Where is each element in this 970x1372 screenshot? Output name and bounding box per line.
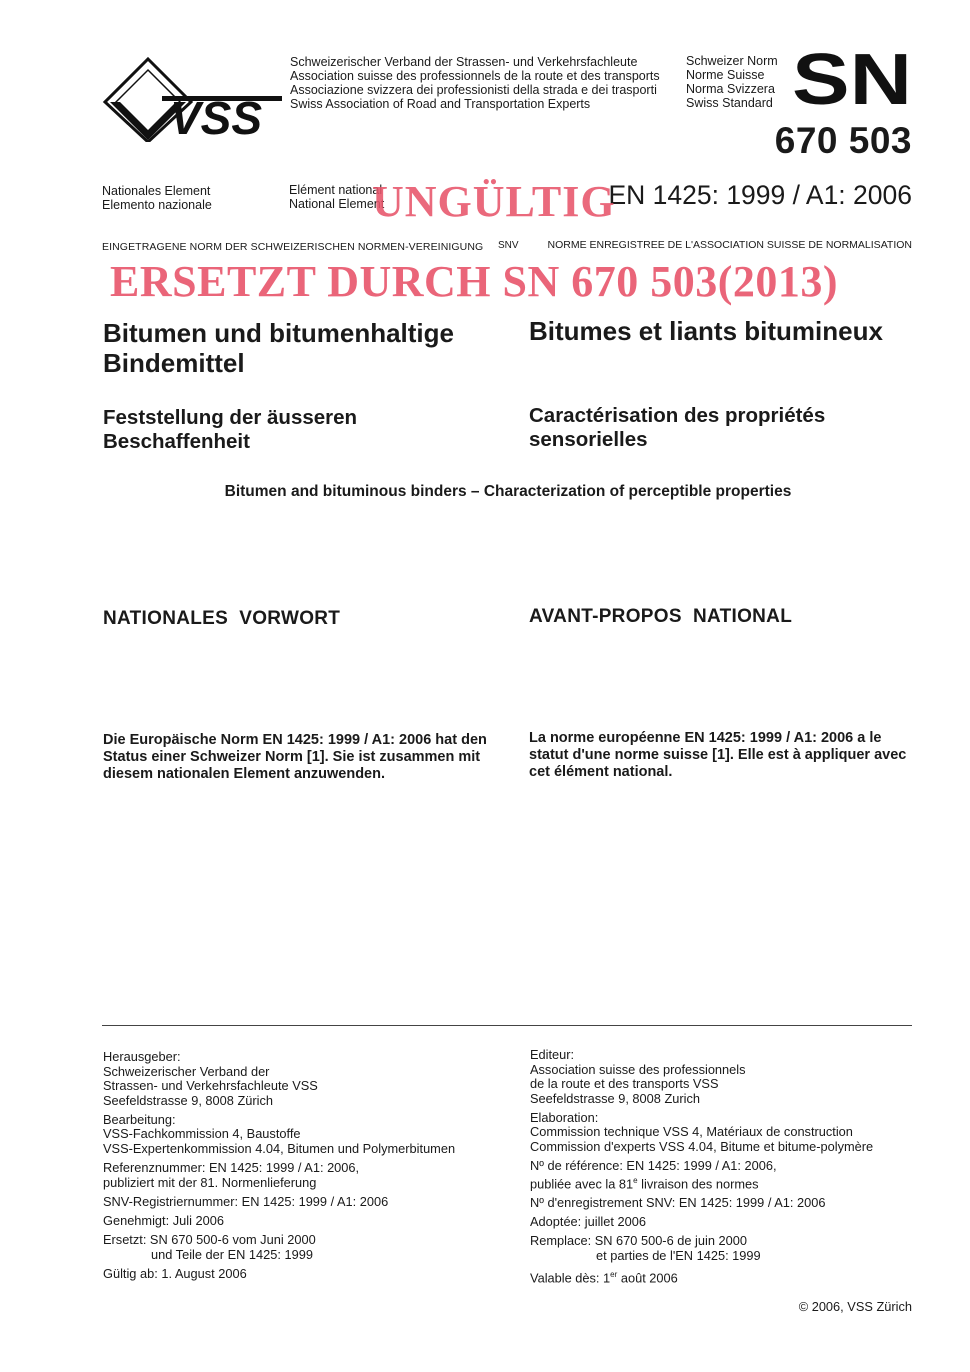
document-number: 670 503 [774, 120, 912, 161]
vss-logo-graphic [102, 56, 284, 142]
standard-languages [686, 54, 778, 110]
element-national-label: Elément national [289, 183, 383, 197]
approved-de: Genehmigt: Juli 2006 [103, 1212, 224, 1228]
editing-label-fr: Elaboration: [530, 1109, 599, 1125]
reference-delivery-text: livraison des normes [637, 1176, 759, 1192]
reference-block-de [103, 1161, 508, 1190]
publisher-block-de [103, 1050, 508, 1108]
imprint-fr [530, 1048, 920, 1290]
subtitle-de: Feststellung der äusseren Beschaffenheit [103, 406, 358, 453]
reference-number-de: Referenznummer: EN 1425: 1999 / A1: 2006, [103, 1160, 360, 1176]
registration-snv: SNV [498, 240, 519, 251]
assoc-de: Schweizerischer Verband der Strassen- und Verkehrsfachleute [290, 55, 638, 69]
vss-logo-text: VSS [170, 92, 263, 142]
sn-logo-graphic [794, 50, 912, 108]
replaced-stamp: ERSETZT DURCH SN 670 503(2013) [110, 257, 839, 306]
national-element-fr [289, 183, 384, 211]
ordinal-superscript: er [610, 1269, 618, 1279]
replaces-de: Ersetzt: SN 670 500-6 vom Juni 2000 [103, 1232, 316, 1248]
snv-number-fr: Nº d'enregistrement SNV: EN 1425: 1999 / A1: 2006 [530, 1195, 826, 1211]
editing-line: VSS-Expertenkommission 4.04, Bitumen und Polymerbitumen [103, 1141, 456, 1157]
editing-block-de [103, 1113, 508, 1157]
editing-line: Commission d'experts VSS 4.04, Bitume et bitume-polymère [530, 1139, 874, 1155]
valid-from-text: août 2006 [617, 1270, 678, 1286]
foreword-heading-fr: AVANT-PROPOS NATIONAL [529, 606, 793, 627]
national-element-label: Nationales Element [102, 184, 211, 198]
replaces-parts-fr: et parties de l'EN 1425: 1999 [596, 1247, 761, 1263]
publisher-line: Strassen- und Verkehrsfachleute VSS [103, 1078, 318, 1094]
sn-logo-text: SN [794, 50, 912, 108]
editing-line: VSS-Fachkommission 4, Baustoffe [103, 1126, 301, 1142]
standard-en: Swiss Standard [686, 96, 773, 110]
foreword-heading-de: NATIONALES VORWORT [103, 608, 341, 629]
subtitle-fr: Caractérisation des propriétés sensorielles [529, 404, 826, 451]
assoc-en: Swiss Association of Road and Transportation Experts [290, 97, 591, 111]
footer-divider [102, 1025, 912, 1026]
vss-logo [102, 56, 284, 142]
association-names [290, 55, 660, 111]
reference-delivery-text: publiée avec la 81 [530, 1176, 634, 1192]
title-de: Bitumen und bitumenhaltige Bindemittel [103, 318, 454, 378]
elemento-nazionale-label: Elemento nazionale [102, 198, 212, 212]
copyright: © 2006, VSS Zürich [798, 1299, 912, 1314]
reference-block-fr [530, 1159, 920, 1191]
valid-from-fr [530, 1268, 920, 1286]
publisher-label-de: Herausgeber: [103, 1049, 181, 1064]
sn-logo [794, 50, 912, 108]
standard-de: Schweizer Norm [686, 54, 778, 68]
replaces-block-fr [530, 1234, 920, 1263]
en-reference: EN 1425: 1999 / A1: 2006 [608, 180, 912, 210]
imprint-de [103, 1050, 508, 1286]
publisher-line: de la route et des transports VSS [530, 1076, 719, 1092]
editing-line: Commission technique VSS 4, Matériaux de construction [530, 1124, 853, 1140]
foreword-text-de: Die Europäische Norm EN 1425: 1999 / A1: 2006 hat den Status einer Schweizer Norm [1]. Sie ist zusammen mit diesem nationalen Element anzuwenden. [103, 732, 487, 782]
national-element-de [102, 184, 212, 212]
publisher-address: Seefeldstrasse 9, 8008 Zurich [530, 1090, 701, 1106]
publisher-line: Schweizerischer Verband der [103, 1063, 270, 1079]
ordinal-superscript: e [633, 1175, 638, 1185]
publisher-address: Seefeldstrasse 9, 8008 Zürich [103, 1092, 274, 1108]
registration-de: EINGETRAGENE NORM DER SCHWEIZERISCHEN NORMEN-VEREINIGUNG [102, 241, 484, 253]
reference-delivery-fr [530, 1174, 920, 1192]
national-element-en-label: National Element [289, 197, 385, 211]
title-fr: Bitumes et liants bitumineux [529, 316, 883, 346]
valid-from-text: Valable dès: 1 [530, 1270, 611, 1286]
replaces-block-de [103, 1233, 508, 1262]
approved-fr: Adoptée: juillet 2006 [530, 1214, 646, 1230]
standard-fr: Norme Suisse [686, 68, 765, 82]
snv-number-de: SNV-Registriernummer: EN 1425: 1999 / A1: 2006 [103, 1193, 389, 1209]
foreword-text-fr: La norme européenne EN 1425: 1999 / A1: 2006 a le statut d'une norme suisse [1]. Elle est à appliquer avec cet élément national. [529, 730, 907, 780]
standard-it: Norma Svizzera [686, 82, 775, 96]
publisher-label-fr: Editeur: [530, 1047, 575, 1062]
replaces-fr: Remplace: SN 670 500-6 de juin 2000 [530, 1233, 747, 1249]
publisher-line: Association suisse des professionnels [530, 1061, 746, 1077]
publisher-block-fr [530, 1048, 920, 1106]
assoc-fr: Association suisse des professionnels de la route et des transports [290, 69, 660, 83]
editing-label-de: Bearbeitung: [103, 1111, 176, 1127]
registration-fr: NORME ENREGISTREE DE L'ASSOCIATION SUISSE DE NORMALISATION [547, 239, 912, 251]
replaces-parts-de: und Teile der EN 1425: 1999 [151, 1246, 313, 1262]
assoc-it: Associazione svizzera dei professionisti della strada e dei trasporti [290, 83, 657, 97]
editing-block-fr [530, 1111, 920, 1155]
reference-number-fr: Nº de référence: EN 1425: 1999 / A1: 2006, [530, 1158, 777, 1174]
valid-from-de: Gültig ab: 1. August 2006 [103, 1265, 247, 1281]
title-en: Bitumen and bituminous binders – Characterization of perceptible properties [224, 483, 792, 500]
invalid-stamp: UNGÜLTIG [372, 177, 616, 226]
reference-delivery-de: publiziert mit der 81. Normenlieferung [103, 1174, 317, 1190]
